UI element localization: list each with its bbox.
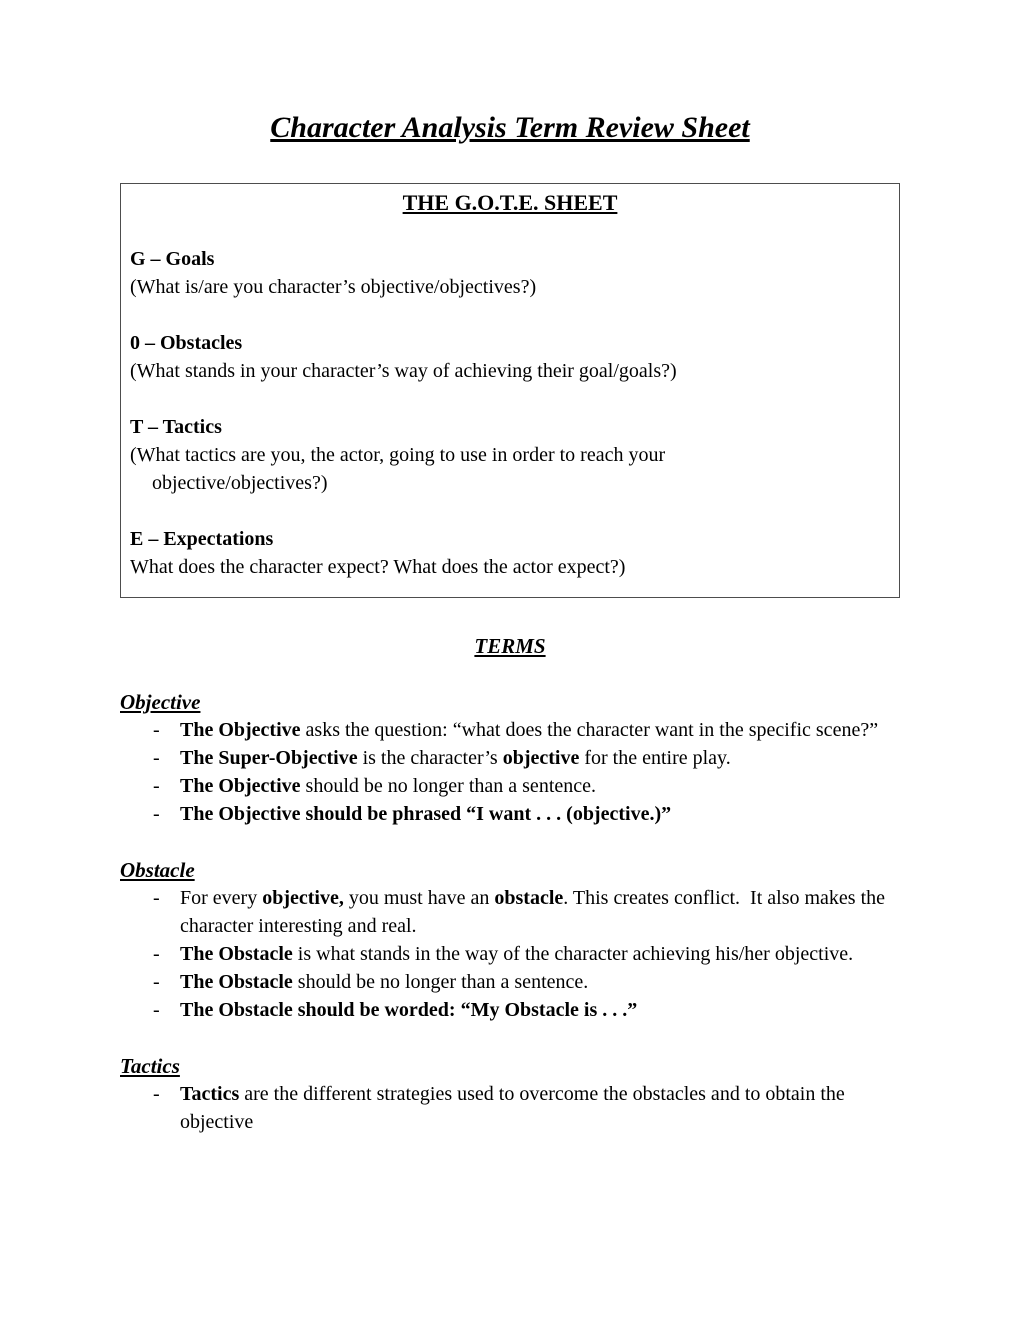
bullet-marker: -	[153, 1083, 160, 1105]
section-obstacle	[120, 856, 900, 1024]
gote-term-description: (What is/are you character’s objective/objectives?)	[130, 276, 537, 298]
list-item-text: The Obstacle should be worded: “My Obstacle is . . .”	[180, 999, 638, 1021]
section-objective	[120, 688, 900, 828]
gote-entry-expectations	[130, 525, 890, 581]
bullet-marker: -	[153, 747, 160, 769]
list-item-text: The Super-Objective is the character’s objective for the entire play.	[180, 747, 731, 769]
gote-term-description-continued: objective/objectives?)	[152, 472, 328, 494]
list-item	[120, 940, 900, 968]
gote-term-description: (What tactics are you, the actor, going to use in order to reach your	[130, 444, 666, 466]
bullet-marker: -	[153, 943, 160, 965]
list-item-text: The Objective should be phrased “I want . . . (objective.)”	[180, 803, 672, 825]
section-tactics	[120, 1052, 900, 1136]
gote-entry-tactics	[130, 413, 890, 497]
page-title-text: Character Analysis Term Review Sheet	[270, 111, 750, 144]
section-title	[120, 1052, 900, 1080]
list-item-text: The Obstacle is what stands in the way of the character achieving his/her objective.	[180, 943, 854, 965]
list-item	[120, 744, 900, 772]
section-title-text: Obstacle	[120, 858, 195, 882]
gote-term-label: G – Goals	[130, 248, 215, 270]
gote-term-description: (What stands in your character’s way of achieving their goal/goals?)	[130, 360, 677, 382]
list-item	[120, 716, 900, 744]
gote-term-description: What does the character expect? What does the actor expect?)	[130, 556, 626, 578]
bullet-marker: -	[153, 971, 160, 993]
gote-term-label: T – Tactics	[130, 416, 222, 438]
list-item	[120, 968, 900, 996]
gote-entry-obstacles	[130, 329, 890, 385]
bullet-marker: -	[153, 803, 160, 825]
list-item-text: Tactics are the different strategies used to overcome the obstacles and to obtain the objective	[180, 1083, 850, 1133]
list-item-text: The Objective should be no longer than a sentence.	[180, 775, 596, 797]
list-item	[120, 996, 900, 1024]
bullet-marker: -	[153, 719, 160, 741]
list-item	[120, 772, 900, 800]
list-item-text: The Objective asks the question: “what does the character want in the specific scene?”	[180, 719, 879, 741]
terms-heading-text: TERMS	[474, 634, 546, 658]
list-item	[120, 1080, 900, 1136]
section-title-text: Objective	[120, 690, 201, 714]
section-title-text: Tactics	[120, 1054, 180, 1078]
bullet-marker: -	[153, 775, 160, 797]
gote-entry-goals	[130, 245, 890, 301]
section-title	[120, 856, 900, 884]
terms-heading	[120, 632, 900, 660]
gote-sheet-box	[120, 183, 900, 598]
gote-term-label: E – Expectations	[130, 528, 274, 550]
gote-term-label: 0 – Obstacles	[130, 332, 243, 354]
bullet-marker: -	[153, 887, 160, 909]
section-title	[120, 688, 900, 716]
gote-box-heading	[130, 189, 890, 217]
list-item-text: For every objective, you must have an obstacle. This creates conflict. It also makes the character interesting and real.	[180, 887, 891, 937]
page-title	[120, 110, 900, 146]
list-item	[120, 884, 900, 940]
bullet-marker: -	[153, 999, 160, 1021]
gote-box-heading-text: THE G.O.T.E. SHEET	[402, 190, 618, 215]
list-item-text: The Obstacle should be no longer than a sentence.	[180, 971, 589, 993]
list-item	[120, 800, 900, 828]
